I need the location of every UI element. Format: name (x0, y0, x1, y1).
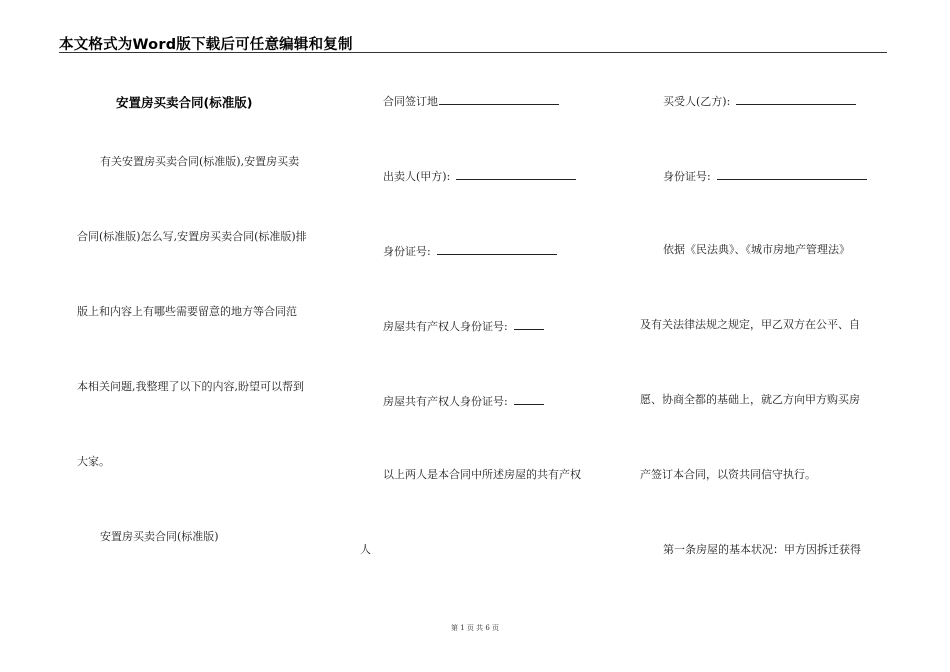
co-owner-1-field (383, 318, 544, 334)
seller-id-blank (437, 243, 557, 255)
buyer-blank (736, 93, 856, 105)
legal-basis-line-1: 依据《民法典》、《城市房地产管理法》 (663, 243, 850, 256)
intro-line-5: 大家。 (77, 455, 110, 468)
co-owner-2-blank (514, 393, 544, 405)
seller-id-label: 身份证号: (383, 245, 431, 258)
buyer-id-label: 身份证号: (663, 170, 711, 183)
seller-field (383, 168, 576, 184)
intro-line-2: 合同(标准版)怎么写,安置房买卖合同(标准版)排 (77, 230, 307, 243)
document-header: 本文格式为Word版下载后可任意编辑和复制 (59, 37, 353, 53)
legal-basis-line-2: 及有关法律法规之规定，甲乙双方在公平、自 (640, 318, 860, 331)
seller-label: 出卖人(甲方): (383, 170, 451, 183)
co-owner-2-field (383, 393, 544, 409)
intro-line-1: 有关安置房买卖合同(标准版),安置房买卖 (100, 155, 300, 168)
co-owner-2-label: 房屋共有产权人身份证号: (383, 395, 508, 408)
intro-line-4: 本相关问题,我整理了以下的内容,盼望可以帮到 (77, 380, 304, 393)
legal-basis-line-3: 愿、协商全都的基础上，就乙方向甲方购买房 (640, 393, 860, 406)
co-owner-1-blank (514, 318, 544, 330)
intro-line-3: 版上和内容上有哪些需要留意的地方等合同范 (77, 305, 297, 318)
sign-place-field (383, 93, 559, 109)
seller-id-field (383, 243, 557, 259)
sign-place-label: 合同签订地 (383, 95, 438, 108)
co-owner-1-label: 房屋共有产权人身份证号: (383, 320, 508, 333)
header-divider (59, 52, 887, 53)
buyer-id-blank (717, 168, 867, 180)
buyer-label: 买受人(乙方): (663, 95, 731, 108)
co-owner-note: 以上两人是本合同中所述房屋的共有产权 (383, 468, 581, 481)
seller-blank (456, 168, 576, 180)
section-heading: 安置房买卖合同(标准版) (100, 530, 219, 543)
article-one-line: 第一条房屋的基本状况：甲方因拆迁获得 (663, 543, 861, 556)
page-number: 第 1 页 共 6 页 (450, 624, 500, 632)
contract-title: 安置房买卖合同(标准版) (116, 95, 253, 110)
buyer-id-field (663, 168, 867, 184)
sign-place-blank (439, 93, 559, 105)
legal-basis-line-4: 产签订本合同，以资共同信守执行。 (640, 468, 816, 481)
buyer-field (663, 93, 856, 109)
co-owner-note-end: 人 (360, 543, 371, 556)
